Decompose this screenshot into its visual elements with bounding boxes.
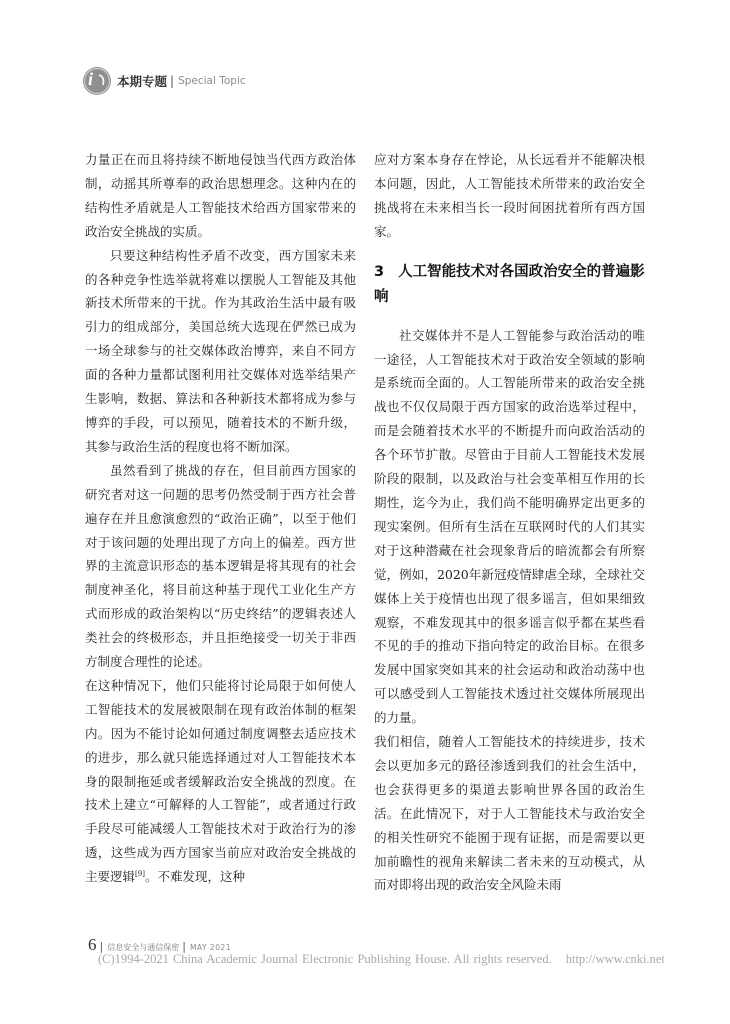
section-number: 3 [374, 263, 385, 280]
paragraph: 应对方案本身存在悖论，从长远看并不能解决根本问题，因此，人工智能技术所带来的政治安全挑战将在未来相当长一段时间困扰着所有西方国家。 [374, 152, 645, 239]
paragraph [85, 674, 356, 889]
paragraph: 社交媒体并不是人工智能参与政治活动的唯一途径，人工智能技术对于政治安全领域的影响是系统而全面的。人工智能所带来的政治安全挑战也不仅仅局限于西方国家的政治选举过程中，而是会随着技术水平的不断提升而向政治活动的各个环节扩散。尽管由于目前人工智能技术发展阶段的限制，以及政治与社会变革相互作用的长期性，迄今为止，我们尚不能明确界定出更多的现实案例。但所有生活在互联网时代的人们其实对于这种潜藏在社会现象背后的暗流都会有所察觉，例如，2020年新冠疫情肆虐全球，全球社交媒体上关于疫情也出现了很多谣言，但如果细致观察，不难发现其中的很多谣言似乎都在某些看不见的手的推动下指向特定的政治目标。在很多发展中国家突如其来的社会运动和政治动荡中也可以感受到人工智能技术透过社交媒体所展现出的力量。 [374, 327, 645, 726]
paragraph: 虽然看到了挑战的存在，但目前西方国家的研究者对这一问题的思考仍然受制于西方社会普遍存在并且愈演愈烈的“政治正确”，以至于他们对于该问题的处理出现了方向上的偏差。西方世界的主流意识形态的基本逻辑是将其现有的社会制度神圣化，将目前这种基于现代工业化生产方式而形成的政治架构以“历史终结”的逻辑表述人类社会的终极形态，并且拒绝接受一切关于非西方制度合理性的论述。 [85, 462, 356, 670]
citation-ref[interactable]: [9] [135, 870, 145, 879]
copyright-watermark [98, 952, 665, 967]
section-heading [374, 260, 645, 310]
paragraph: 我们相信，随着人工智能技术的持续进步，技术会以更加多元的路径渗透到我们的社会生活中，也会获得更多的渠道去影响世界各国的政治生活。在此情况下，对于人工智能技术与政治安全的相关性研究不能囿于现有证据，而是需要以更加前瞻性的视角来解读二者未来的互动模式，从而对即将出现的政治安全风险未雨 [374, 734, 645, 893]
paragraph-text: 在这种情况下，他们只能将讨论局限于如何使人工智能技术的发展被限制在现有政治体制的框架内。因为不能讨论如何通过制度调整去适应技术的进步，那么就只能选择通过对人工智能技术本身的限制拖延或者缓解政治安全挑战的烈度。在技术上建立“可解释的人工智能”，或者通过行政手段尽可能减缓人工智能技术对于政治行为的渗透，这些成为西方国家当前应对政治安全挑战的主要逻辑 [85, 677, 356, 885]
header-separator: | [170, 74, 175, 88]
paragraph-text: 。不难发现，这种 [144, 869, 245, 885]
issue-date: MAY 2021 [189, 943, 232, 952]
footer-separator: | [99, 940, 104, 953]
paragraph: 力量正在而且将持续不断地侵蚀当代西方政治体制，动摇其所尊奉的政治思想理念。这种内在的结构性矛盾就是人工智能技术给西方国家带来的政治安全挑战的实质。 [85, 152, 356, 239]
page-header [83, 66, 246, 96]
section-label: 本期专题 [117, 74, 168, 89]
copyright-text: (C)1994-2021 China Academic Journal Electronic Publishing House. All rights reserved. [98, 952, 552, 966]
right-column [374, 148, 645, 897]
section-label-en: Special Topic [178, 75, 246, 87]
journal-name: 信息安全与通信保密 [107, 943, 180, 952]
paragraph: 只要这种结构性矛盾不改变，西方国家未来的各种竞争性选举就将难以摆脱人工智能及其他新技术所带来的干扰。作为其政治生活中最有吸引力的组成部分，美国总统大选现在俨然已成为一场全球参与的社交媒体政治博弈，来自不同方面的各种力量都试图利用社交媒体对选举结果产生影响，数据、算法和各种新技术都将成为参与博弈的手段，可以预见，随着技术的不断升级，其参与政治生活的程度也将不断加深。 [85, 247, 356, 454]
footer-separator: | [182, 940, 186, 953]
copyright-url[interactable]: http://www.cnki.net [565, 952, 665, 966]
journal-logo-icon [83, 67, 111, 95]
section-title: 人工智能技术对各国政治安全的普遍影响 [374, 263, 645, 305]
page-number: 6 [88, 935, 97, 954]
logo-letter: i [88, 69, 94, 89]
left-column [85, 148, 356, 889]
